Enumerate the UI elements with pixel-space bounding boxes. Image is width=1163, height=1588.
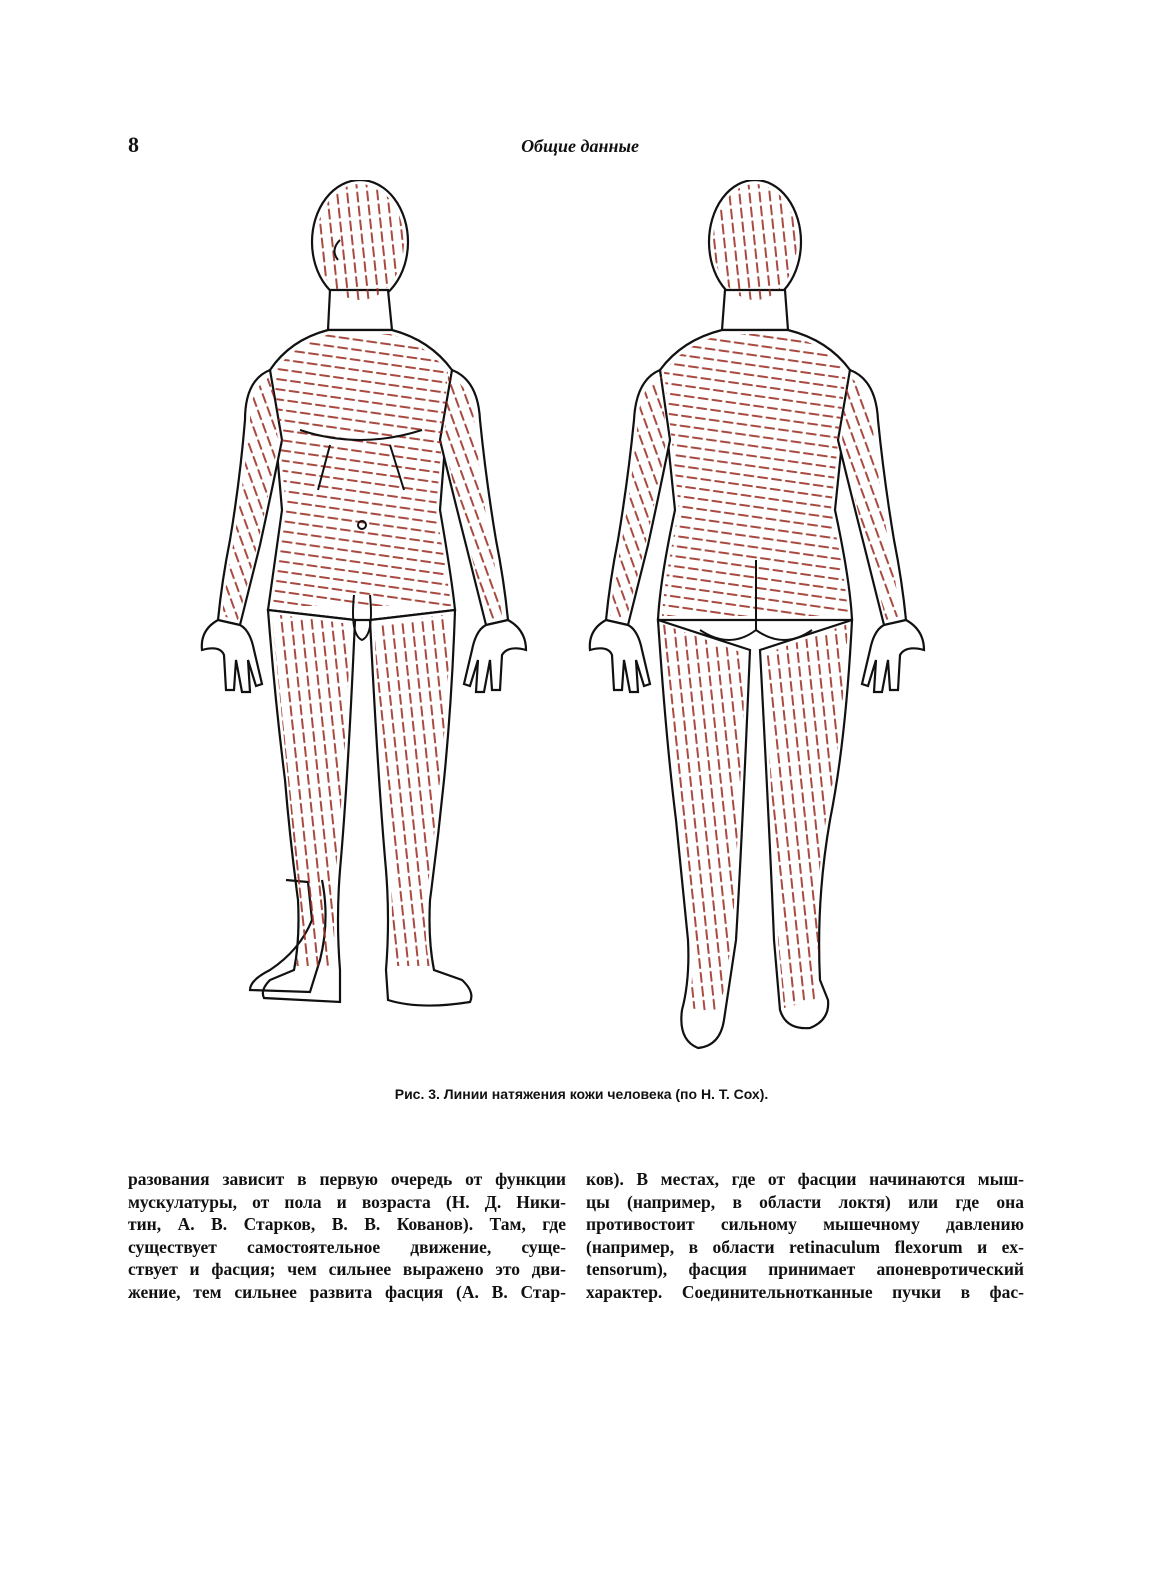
text-line: существует самостоятельное движение, суще- [128, 1236, 566, 1257]
back-left-hand [590, 620, 650, 692]
text-line: ствует и фасция; чем сильнее выражено это дви- [128, 1259, 566, 1280]
text-line: тин, А. В. Старков, В. В. Кованов). Там, где [128, 1214, 566, 1235]
body-figures-illustration [190, 180, 970, 1080]
figure-skin-tension-lines [190, 180, 970, 1080]
text-line: характер. Соединительнотканные пучки в фас- [586, 1281, 1024, 1302]
body-text-right-column [586, 1168, 1024, 1304]
text-line: ков). В местах, где от фасции начинаются мыш- [586, 1169, 1024, 1189]
text-line: (например, в области retinaculum flexorum и ex- [586, 1236, 1024, 1257]
page-number: 8 [128, 132, 139, 157]
figure-caption: Рис. 3. Линии натяжения кожи человека (по Н. Т. Сох). [394, 1086, 769, 1102]
text-line: мускулатуры, от пола и возраста (Н. Д. Ники- [128, 1191, 566, 1212]
text-line: tensorum), фасция принимает апоневротический [586, 1259, 1024, 1280]
text-line: разования зависит в первую очередь от функции [128, 1169, 566, 1189]
front-right-hand [202, 620, 262, 692]
text-line: противостоит сильному мышечному давлению [586, 1214, 1024, 1235]
text-line: цы (например, в области локтя) или где она [586, 1191, 1024, 1212]
front-left-hand [464, 620, 526, 692]
running-title: Общие данные [521, 136, 639, 156]
body-text-left-column [128, 1168, 566, 1304]
text-line: жение, тем сильнее развита фасция (А. В. Стар- [128, 1281, 566, 1302]
back-right-hand [862, 620, 924, 692]
